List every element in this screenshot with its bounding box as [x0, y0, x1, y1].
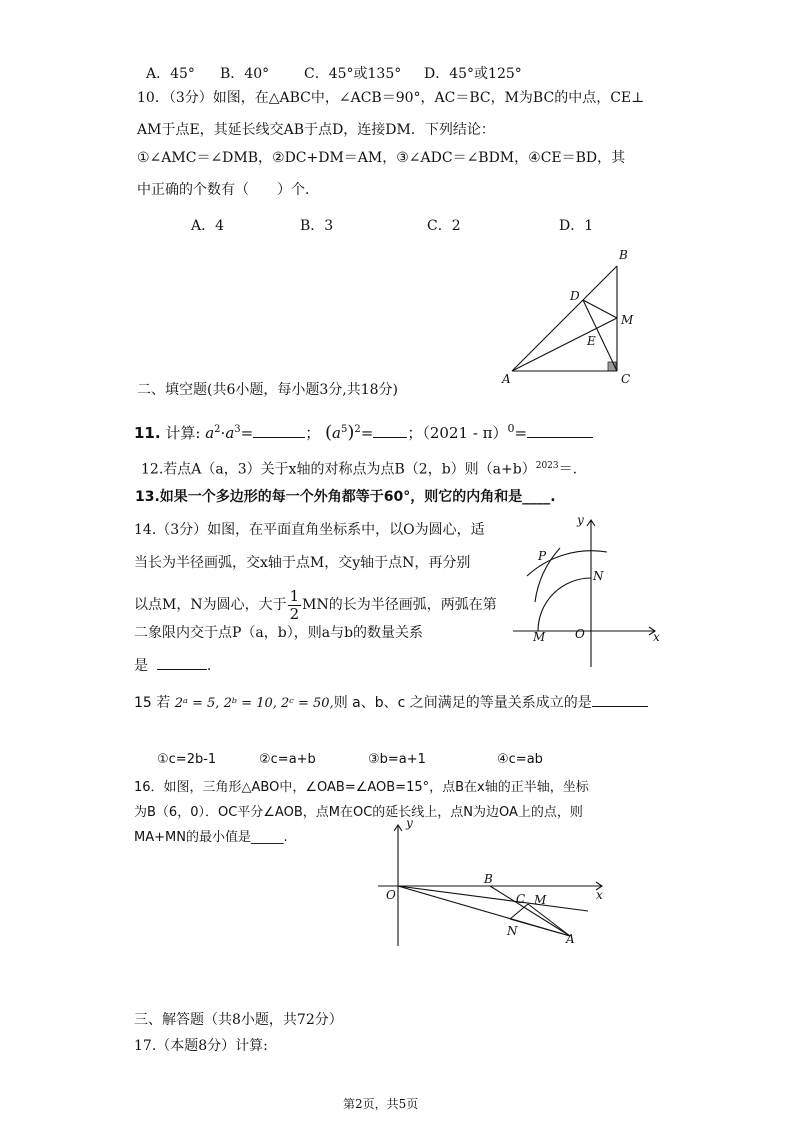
q10-triangle-figure — [500, 250, 660, 390]
q11-blank-3[interactable] — [527, 425, 593, 438]
q16-label-y: y — [406, 816, 413, 830]
q10-label-c: C — [621, 372, 631, 386]
q14-frac-num: 1 — [289, 587, 300, 605]
q11-eq1: = — [240, 424, 254, 442]
q17-line: 17.（本题8分）计算: — [134, 1038, 268, 1054]
q14-blank[interactable] — [157, 657, 207, 670]
q10-option-a: A．4 — [191, 218, 225, 234]
q14-label-o: O — [575, 627, 585, 641]
q16-label-c: C — [516, 892, 526, 906]
q9-option-c: C．45°或135° — [304, 66, 402, 82]
q11-zero-exp: 0 — [507, 422, 515, 435]
q15-line — [134, 694, 648, 710]
q12-exp: 2023 — [535, 461, 559, 471]
q10-option-d: D．1 — [559, 218, 594, 234]
q10-label-m: M — [621, 313, 634, 327]
q15-option-2: ②c=a+b — [259, 752, 316, 767]
page-footer: 第2页，共5页 — [343, 1097, 419, 1111]
q10-line-3: ①∠AMC＝∠DMB，②DC+DM＝AM，③∠ADC＝∠BDM，④CE＝BD，其 — [137, 150, 626, 166]
q10-label-d: D — [570, 289, 580, 303]
section-3-header: 三、解答题（共8小题，共72分） — [134, 1012, 343, 1028]
q10-option-c: C．2 — [427, 218, 461, 234]
q14-label-m: M — [533, 630, 546, 644]
q14-line-3 — [134, 588, 497, 622]
q14-line-4: 二象限内交于点P（a，b），则a与b的数量关系 — [134, 625, 424, 641]
q15-blank[interactable] — [592, 694, 648, 707]
q15-post: 则 a、b、c 之间满足的等量关系成立的是 — [333, 695, 592, 711]
q14-line-3a: 以点M，N为圆心，大于 — [134, 597, 287, 613]
q11-paren-expr: （2021 - π） — [422, 424, 508, 442]
q11-number: 11. — [134, 424, 161, 442]
q9-option-b: B．40° — [220, 66, 270, 82]
q10-line-4: 中正确的个数有（ ）个． — [137, 182, 319, 198]
q16-line-1: 16．如图，三角形△ABO中，∠OAB=∠AOB=15°，点B在x轴的正半轴，坐标 — [134, 780, 589, 795]
q10-label-a: A — [502, 372, 511, 386]
q16-label-a: A — [566, 932, 575, 946]
q11-prefix: 计算: — [165, 424, 201, 442]
q11-exp5: 5 — [341, 424, 348, 435]
q11-outer-exp: 2 — [354, 424, 361, 435]
q13-line: 13.如果一个多边形的每一个外角都等于60°，则它的内角和是____. — [135, 489, 556, 505]
q11-eq3: = — [514, 424, 528, 442]
q14-label-y: y — [577, 513, 584, 527]
q11-dot: · — [220, 424, 226, 442]
q11-blank-2[interactable] — [373, 425, 407, 438]
q10-label-e: E — [587, 334, 596, 348]
q15-option-3: ③b=a+1 — [368, 752, 426, 767]
section-2-header: 二、填空题(共6小题，每小题3分,共18分) — [137, 382, 399, 398]
q10-option-b: B．3 — [300, 218, 334, 234]
q14-line-3b: MN的长为半径画弧，两弧在第 — [302, 597, 497, 613]
q16-line-2: 为B（6，0）．OC平分∠AOB，点M在OC的延长线上，点N为边OA上的点，则 — [134, 805, 583, 820]
q14-period: . — [206, 658, 212, 674]
q10-label-b: B — [619, 248, 628, 262]
q14-line-5 — [134, 657, 211, 673]
q16-label-o: O — [386, 888, 396, 902]
q15-option-1: ①c=2b-1 — [157, 752, 217, 767]
q14-label-x: x — [653, 630, 660, 644]
q15-formula: 2ᵃ = 5, 2ᵇ = 10, 2ᶜ = 50, — [174, 696, 334, 711]
q11-a3: a — [332, 424, 341, 442]
q14-fraction — [288, 588, 302, 622]
q14-frac-den: 2 — [289, 604, 300, 623]
q16-label-n: N — [507, 924, 518, 938]
q12-tail: ＝. — [558, 461, 578, 478]
q14-line-1: 14.（3分）如图，在平面直角坐标系中，以O为圆心，适 — [134, 522, 485, 538]
q16-figure — [370, 815, 610, 955]
q14-line-5-text: 是 — [134, 658, 148, 674]
q11-a2: a — [225, 424, 235, 442]
q14-label-p: P — [538, 549, 547, 563]
q15-option-4: ④c=ab — [497, 752, 543, 767]
q14-coordinate-figure — [505, 512, 665, 672]
q11-sep1: ； — [305, 424, 321, 442]
q11-paren-close: ) — [347, 422, 355, 443]
q11-paren-open: ( — [325, 422, 333, 443]
q14-label-n: N — [593, 569, 604, 583]
q11-eq2: = — [360, 424, 374, 442]
q12-line — [141, 462, 577, 477]
q11-a1: a — [205, 424, 215, 442]
q16-label-x: x — [596, 888, 603, 902]
q11-exp2: 2 — [214, 424, 221, 435]
q15-prefix: 15 若 — [134, 695, 171, 711]
q11-blank-1[interactable] — [253, 425, 305, 438]
q10-line-1: 10．（3分）如图，在△ABC中，∠ACB＝90°，AC＝BC，M为BC的中点，CE⊥ — [137, 90, 645, 106]
q16-label-m: M — [534, 893, 547, 907]
q10-line-2: AM于点E，其延长线交AB于点D，连接DM．下列结论： — [137, 122, 495, 138]
q12-text: 12.若点A（a，3）关于x轴的对称点为点B（2，b）则（a+b） — [141, 461, 536, 478]
q9-option-a: A．45° — [146, 66, 195, 82]
q11-exp3: 3 — [234, 424, 241, 435]
q11-sep2: ； — [407, 424, 423, 442]
q14-line-2: 当长为半径画弧，交x轴于点M，交y轴于点N，再分别 — [134, 555, 471, 571]
q16-line-3: MA+MN的最小值是_____. — [134, 830, 288, 845]
q9-option-d: D．45°或125° — [424, 66, 522, 82]
q11-line — [134, 423, 593, 442]
q16-label-b: B — [484, 872, 493, 886]
